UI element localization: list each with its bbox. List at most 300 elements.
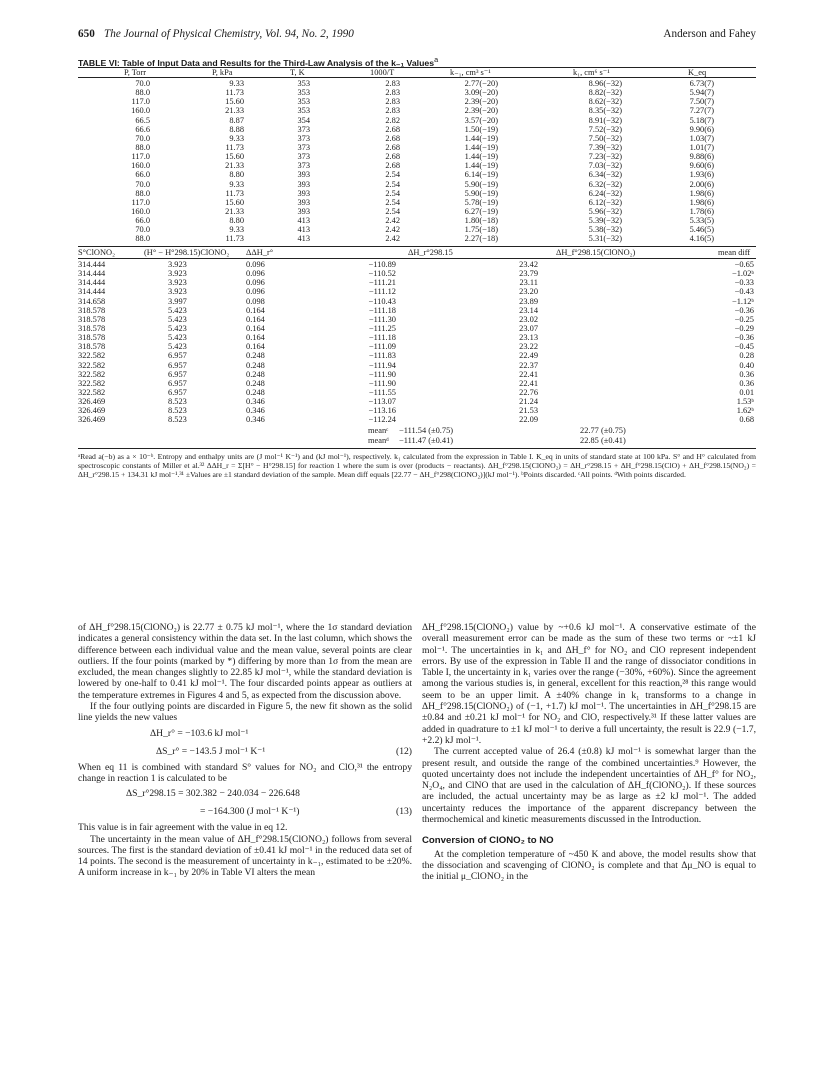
table-cell: 11.73 <box>225 188 244 198</box>
table-cell: 2.68 <box>385 152 400 162</box>
table-cell: 6.73(7) <box>689 79 714 88</box>
table-cell: 318.578 <box>78 333 106 343</box>
column-header: ΔH_f°298.15(ClONO₂) <box>556 248 636 257</box>
table-cell: 15.60 <box>225 197 244 207</box>
left-paragraph-2: If the four outlying points are discarded in Figure 5, the new fit shown as the solid line yields the new values <box>78 701 412 724</box>
equation-13a <box>78 786 412 802</box>
table2-row <box>78 361 756 370</box>
table1-row <box>78 234 756 243</box>
table-cell: 160.0 <box>131 206 150 216</box>
table-cell: 21.33 <box>225 206 244 216</box>
right-paragraph-3: At the completion temperature of ~450 K and above, the model results show that the dissociation and scavenging of ClONO₂ is complete and that Δμ_NO is equal to the initial μ_ClONO₂ in the <box>422 848 756 883</box>
table-cell: 6.957 <box>168 378 187 388</box>
table-cell: 117.0 <box>131 152 150 162</box>
table-cell: 22.49 <box>519 351 538 361</box>
table2-row <box>78 406 756 415</box>
table-cell: 2.00(6) <box>689 179 714 189</box>
column-header: S°ClONO₂ <box>78 248 115 257</box>
table-cell: 88.0 <box>135 142 150 152</box>
right-column <box>422 622 756 883</box>
table1-header-rule <box>78 77 756 78</box>
table-caption-mark: a <box>434 55 439 64</box>
table-cell: 23.22 <box>519 342 538 352</box>
table-cell: 373 <box>297 133 310 143</box>
table-cell: 2.54 <box>385 188 400 198</box>
table-cell: −111.83 <box>368 351 396 361</box>
table-cell: 322.582 <box>78 369 106 379</box>
table-cell: −111.94 <box>368 360 396 370</box>
table-cell: 5.90(−19) <box>464 179 498 189</box>
table-cell: 0.164 <box>246 323 265 333</box>
table2-row <box>78 351 756 360</box>
table-cell: 1.53ᵇ <box>736 397 754 407</box>
table-cell: 373 <box>297 152 310 162</box>
table1-header <box>78 68 756 77</box>
page-number: 650 <box>78 28 95 40</box>
table-cell: 353 <box>297 97 310 107</box>
table-cell: 2.39(−20) <box>464 97 498 107</box>
table-cell: 5.423 <box>168 314 187 324</box>
column-header: (H° − H°298.15)ClONO₂ <box>144 248 230 257</box>
table-cell: −111.09 <box>368 342 396 352</box>
column-header: T, K <box>290 68 305 77</box>
equation-13-text: = −164.300 (J mol⁻¹ K⁻¹) <box>200 806 300 818</box>
equation-12 <box>78 744 412 760</box>
table1-row <box>78 125 756 134</box>
table-cell: 160.0 <box>131 161 150 171</box>
table-cell: 6.24(−32) <box>588 188 622 198</box>
table-cell: 5.423 <box>168 305 187 315</box>
left-paragraph-3: When eq 11 is combined with standard S° values for NO₂ and ClO,³¹ the entropy change in reaction 1 is calculated to be <box>78 761 412 784</box>
table-cell: 393 <box>297 197 310 207</box>
column-header: ΔH_r°298.15 <box>408 248 453 257</box>
table-cell: 322.582 <box>78 360 106 370</box>
table2-header <box>78 248 756 257</box>
mean-c-dhr: −111.54 (±0.75) <box>399 426 454 435</box>
table2-row <box>78 333 756 342</box>
table-cell: 0.096 <box>246 278 265 288</box>
table-cell: 3.923 <box>168 278 187 288</box>
table-bottom-rule <box>78 448 756 449</box>
table-cell: −110.43 <box>368 296 396 306</box>
table-cell: 1.78(6) <box>689 206 714 216</box>
table-cell: 8.35(−32) <box>588 106 622 116</box>
table-cell: −113.16 <box>368 406 396 416</box>
table1-row <box>78 79 756 88</box>
table-cell: 0.248 <box>246 360 265 370</box>
table-cell: 326.469 <box>78 397 106 407</box>
table-cell: 0.096 <box>246 287 265 297</box>
table-cell: 1.01(7) <box>689 142 714 152</box>
table-cell: 393 <box>297 170 310 180</box>
table-cell: −110.89 <box>368 260 396 269</box>
table-cell: 22.09 <box>519 415 538 425</box>
table-cell: 2.54 <box>385 179 400 189</box>
table-cell: −111.12 <box>368 287 396 297</box>
table-cell: 6.957 <box>168 360 187 370</box>
table-cell: −111.25 <box>368 323 396 333</box>
table-cell: 11.73 <box>225 142 244 152</box>
table-cell: 3.57(−20) <box>464 115 498 125</box>
table-cell: 5.33(5) <box>689 216 714 226</box>
table-cell: 23.14 <box>519 305 538 315</box>
table-cell: −1.02ᵇ <box>732 269 754 279</box>
table-cell: 314.444 <box>78 287 106 297</box>
table-cell: 0.098 <box>246 296 265 306</box>
left-paragraph-1: of ΔH_f°298.15(ClONO₂) is 22.77 ± 0.75 kJ mol⁻¹, where the 1σ standard deviation indicates a general consistency within the data set. In the last column, which shows the difference between each individual value and the mean value, several points are clear outliers. If the four points (marked by *) differing by more than 1σ from the mean are excluded, the mean changes slightly to 22.85 kJ mol⁻¹, while the standard deviation is lowered by one-half to 0.41 kJ mol⁻¹. The four discarded points appear as outliers at the temperature extremes in Figures 4 and 5, as expected from the discussion above. <box>78 622 412 701</box>
table-cell: −111.21 <box>368 278 396 288</box>
table-cell: 21.33 <box>225 106 244 116</box>
table1-row <box>78 180 756 189</box>
table-cell: −111.18 <box>368 333 396 343</box>
table-cell: 5.18(7) <box>689 115 714 125</box>
table-cell: 66.0 <box>135 170 150 180</box>
table-cell: 0.096 <box>246 269 265 279</box>
table2-mean-d <box>78 436 756 445</box>
table-cell: 2.82 <box>385 115 400 125</box>
table-cell: 2.83 <box>385 97 400 107</box>
table-cell: 6.34(−32) <box>588 170 622 180</box>
table-cell: 23.07 <box>519 323 538 333</box>
table-cell: 1.03(7) <box>689 133 714 143</box>
table-cell: 23.42 <box>519 260 538 269</box>
table-cell: 2.83 <box>385 106 400 116</box>
table-cell: 9.60(6) <box>689 161 714 171</box>
table-cell: 66.6 <box>135 124 150 134</box>
table-cell: 0.28 <box>739 351 754 361</box>
table-cell: 6.957 <box>168 351 187 361</box>
table-cell: 7.52(−32) <box>588 124 622 134</box>
equation-13a-text: ΔS_r°298.15 = 302.382 − 240.034 − 226.648 <box>126 788 300 800</box>
table-cell: 21.53 <box>519 406 538 416</box>
table1-row <box>78 161 756 170</box>
table-cell: 0.36 <box>739 378 754 388</box>
table-cell: 9.33 <box>229 225 244 235</box>
table-label: TABLE VI: <box>78 57 120 68</box>
table-cell: 88.0 <box>135 234 150 244</box>
table2-row <box>78 287 756 296</box>
table-cell: 4.16(5) <box>689 234 714 244</box>
mean-c-label: meanᶜ <box>368 426 389 435</box>
table-cell: 2.83 <box>385 88 400 98</box>
table-cell: 2.54 <box>385 170 400 180</box>
table-cell: 2.83 <box>385 79 400 88</box>
table-cell: 2.27(−18) <box>464 234 498 244</box>
table-cell: 6.32(−32) <box>588 179 622 189</box>
table-cell: 6.27(−19) <box>464 206 498 216</box>
table-cell: 70.0 <box>135 225 150 235</box>
column-header: K_eq <box>688 68 707 77</box>
table1-row <box>78 88 756 97</box>
table-cell: 1.50(−19) <box>464 124 498 134</box>
page-header <box>78 28 756 46</box>
table-cell: 66.0 <box>135 216 150 226</box>
running-authors: Anderson and Fahey <box>663 28 756 40</box>
table-cell: −111.30 <box>368 314 396 324</box>
table-cell: −0.36 <box>734 333 754 343</box>
table-cell: 70.0 <box>135 179 150 189</box>
table-cell: 1.75(−18) <box>464 225 498 235</box>
table-cell: 0.346 <box>246 397 265 407</box>
table-cell: 393 <box>297 179 310 189</box>
table-cell: 2.68 <box>385 142 400 152</box>
table-cell: 70.0 <box>135 133 150 143</box>
table-cell: 318.578 <box>78 314 106 324</box>
table-cell: 1.44(−19) <box>464 142 498 152</box>
table1-bottom-rule <box>78 246 756 247</box>
mean-d-label: meanᵈ <box>368 436 389 445</box>
table-cell: 322.582 <box>78 387 106 397</box>
table-cell: 7.23(−32) <box>588 152 622 162</box>
table-cell: 7.39(−32) <box>588 142 622 152</box>
table1-body <box>78 79 756 244</box>
column-header: P, kPa <box>212 68 233 77</box>
table-cell: 318.578 <box>78 323 106 333</box>
table-cell: 314.444 <box>78 260 106 269</box>
table1-row <box>78 216 756 225</box>
equation-dhr-text: ΔH_r° = −103.6 kJ mol⁻¹ <box>150 727 249 739</box>
table-cell: −0.25 <box>734 314 754 324</box>
table-cell: 23.20 <box>519 287 538 297</box>
table-cell: 318.578 <box>78 342 106 352</box>
mean-c-dhf: 22.77 (±0.75) <box>580 426 626 435</box>
left-paragraph-5: The uncertainty in the mean value of ΔH_f°298.15(ClONO₂) follows from several sources. The first is the standard deviation of ±0.41 kJ mol⁻¹ in the reduced data set of 14 points. The second is the measurement of uncertainty in k₋₁, estimated to be ±20%. A uniform increase in k₋₁ by 20% in Table VI alters the mean <box>78 833 412 879</box>
left-paragraph-4: This value is in fair agreement with the value in eq 12. <box>78 822 288 834</box>
table-cell: 5.90(−19) <box>464 188 498 198</box>
table-cell: 8.88 <box>229 124 244 134</box>
mean-d-dhr: −111.47 (±0.41) <box>399 436 454 445</box>
table-cell: 0.346 <box>246 415 265 425</box>
table-cell: 5.38(−32) <box>588 225 622 235</box>
equation-13 <box>78 804 412 820</box>
equation-dhr <box>78 726 412 742</box>
table-cell: 6.957 <box>168 387 187 397</box>
table-cell: 0.40 <box>739 360 754 370</box>
table-cell: 23.89 <box>519 296 538 306</box>
table2-row <box>78 278 756 287</box>
table-cell: 1.98(6) <box>689 197 714 207</box>
table-cell: 413 <box>297 225 310 235</box>
table-cell: 88.0 <box>135 88 150 98</box>
table2-row <box>78 379 756 388</box>
table-cell: 0.248 <box>246 378 265 388</box>
table2-row <box>78 269 756 278</box>
table-cell: 0.346 <box>246 406 265 416</box>
table-cell: 393 <box>297 206 310 216</box>
table-cell: 7.50(7) <box>689 97 714 107</box>
table-cell: 5.423 <box>168 323 187 333</box>
right-paragraph-1: ΔH_f°298.15(ClONO₂) value by ~+0.6 kJ mol⁻¹. A conservative estimate of the overall measurement error can be made as the sum of these two terms or ~±1 kJ mol⁻¹. The uncertainties in k₁ and ΔH_f° for NO₂ and ClO represent independent errors. By use of the expression in Table II and the range of dissociator conditions in Table I, the uncertainty in k₁ varies over the range (−30%, +60%). Since the agreement among the various studies is, in general, excellent for this reaction,²⁸ this range would seem to be an upper limit. A ±40% change in k₁ transforms to a change in ΔH_f°298.15(ClONO₂) of (−1, +1.7) kJ mol⁻¹. The uncertainties in ΔH_f°298.15 are ±0.84 and ±0.21 kJ mol⁻¹ for NO₂ and ClO, respectively.³¹ If these latter values are added in quadrature to ±1 kJ mol⁻¹ to derive a full uncertainty, the result is 22.9 (−1.7, +2.2) kJ mol⁻¹. <box>422 622 756 746</box>
table-header-row <box>78 248 756 257</box>
table-cell: 6.14(−19) <box>464 170 498 180</box>
table-cell: 8.87 <box>229 115 244 125</box>
table-cell: 318.578 <box>78 305 106 315</box>
table1-row <box>78 152 756 161</box>
table-cell: 373 <box>297 161 310 171</box>
column-header: ΔΔH_r° <box>246 248 274 257</box>
table-cell: −111.90 <box>368 369 396 379</box>
left-column <box>78 622 412 879</box>
table-cell: 0.248 <box>246 369 265 379</box>
table-cell: 0.096 <box>246 260 265 269</box>
table-cell: 3.923 <box>168 260 187 269</box>
table-cell: 0.164 <box>246 314 265 324</box>
table-cell: 5.31(−32) <box>588 234 622 244</box>
table-footnote: ᵃRead a(−b) as a × 10⁻ᵇ. Entropy and enthalpy units are (J mol⁻¹ K⁻¹) and (kJ mol⁻¹), respectively. k₁ calculated from the expression in Table I. K_eq in units of standard state at 100 kPa. S° and H° calculated from spectroscopic constants of Miller et al.³² ΔΔH_r = Σ[H° − H°298.15] for reaction 1 where the sum is over (products − reactants). ΔH_f°298.15(ClONO₂) = ΔH_r°298.15 + ΔH_f°298.15(ClO) + ΔH_f°298.15(NO₂) = ΔH_r°298.15 + 134.31 kJ mol⁻¹.³¹ ±Values are ±1 standard deviation of the sample. Mean diff equals [22.77 − ΔH_f°298(ClONO₂)](kJ mol⁻¹). ᵇPoints discarded. ᶜAll points. ᵈWith points discarded. <box>78 452 756 480</box>
equation-12-text: ΔS_r° = −143.5 J mol⁻¹ K⁻¹ <box>156 745 266 757</box>
table-cell: 2.54 <box>385 197 400 207</box>
table-cell: 11.73 <box>225 88 244 98</box>
table-cell: 7.27(7) <box>689 106 714 116</box>
table-cell: 2.42 <box>385 234 400 244</box>
table-cell: 2.68 <box>385 124 400 134</box>
section-heading: Conversion of ClONO₂ to NO <box>422 835 554 847</box>
table-cell: 22.37 <box>519 360 538 370</box>
table-cell: 322.582 <box>78 351 106 361</box>
table-cell: −1.12ᵇ <box>732 296 754 306</box>
table-cell: 5.46(5) <box>689 225 714 235</box>
table-cell: 353 <box>297 88 310 98</box>
table-cell: 7.03(−32) <box>588 161 622 171</box>
table-cell: 3.923 <box>168 287 187 297</box>
table2-mean-c <box>78 426 756 435</box>
table-cell: 8.80 <box>229 216 244 226</box>
table-cell: 353 <box>297 79 310 88</box>
table-cell: 23.02 <box>519 314 538 324</box>
table-cell: 373 <box>297 142 310 152</box>
table-cell: −0.65 <box>734 260 754 269</box>
table-cell: 160.0 <box>131 106 150 116</box>
column-header: P, Torr <box>124 68 147 77</box>
table-cell: 314.444 <box>78 278 106 288</box>
table-cell: 314.444 <box>78 269 106 279</box>
table-header-row <box>78 68 756 77</box>
table2-row <box>78 306 756 315</box>
table-cell: 0.68 <box>739 415 754 425</box>
table-cell: 5.94(7) <box>689 88 714 98</box>
table2-header-rule <box>78 258 756 259</box>
table-cell: 1.62ᵇ <box>736 406 754 416</box>
table-cell: 9.88(6) <box>689 152 714 162</box>
table-cell: 11.73 <box>225 234 244 244</box>
column-header: 1000/T <box>370 68 395 77</box>
equation-12-number: (12) <box>396 745 412 757</box>
table-cell: 7.50(−32) <box>588 133 622 143</box>
table-cell: 5.423 <box>168 342 187 352</box>
table-cell: 22.41 <box>519 369 538 379</box>
table-cell: 6.957 <box>168 369 187 379</box>
table-cell: 354 <box>297 115 310 125</box>
table-cell: 8.523 <box>168 406 187 416</box>
table-cell: 0.164 <box>246 305 265 315</box>
table-caption: Table of Input Data and Results for the Third-Law Analysis of the k₋₁ Values <box>122 57 435 68</box>
table-cell: 15.60 <box>225 152 244 162</box>
table-cell: −0.36 <box>734 305 754 315</box>
table1-row <box>78 207 756 216</box>
table-cell: 21.24 <box>519 397 538 407</box>
equation-13-number: (13) <box>396 806 412 818</box>
table1-row <box>78 170 756 179</box>
table-cell: 0.36 <box>739 369 754 379</box>
table-cell: 5.96(−32) <box>588 206 622 216</box>
table-cell: 8.62(−32) <box>588 97 622 107</box>
table-cell: 6.12(−32) <box>588 197 622 207</box>
table-cell: 8.96(−32) <box>588 79 622 88</box>
table-cell: 2.68 <box>385 161 400 171</box>
table-cell: 70.0 <box>135 79 150 88</box>
table-cell: 21.33 <box>225 161 244 171</box>
table-cell: 2.42 <box>385 216 400 226</box>
table1-row <box>78 116 756 125</box>
table-cell: 2.77(−20) <box>464 79 498 88</box>
table-cell: 3.997 <box>168 296 187 306</box>
table1-row <box>78 97 756 106</box>
table-cell: −0.45 <box>734 342 754 352</box>
table-cell: 1.93(6) <box>689 170 714 180</box>
table-cell: 8.80 <box>229 170 244 180</box>
table2-row <box>78 260 756 269</box>
table-cell: 2.54 <box>385 206 400 216</box>
table-cell: 413 <box>297 216 310 226</box>
table-cell: 2.68 <box>385 133 400 143</box>
table-cell: 0.01 <box>739 387 754 397</box>
table-cell: 0.248 <box>246 387 265 397</box>
table-cell: 2.42 <box>385 225 400 235</box>
table-cell: 8.523 <box>168 397 187 407</box>
table1-row <box>78 198 756 207</box>
table-cell: 2.39(−20) <box>464 106 498 116</box>
table-cell: 326.469 <box>78 415 106 425</box>
table-cell: −111.18 <box>368 305 396 315</box>
table-cell: 8.91(−32) <box>588 115 622 125</box>
table-cell: −111.90 <box>368 378 396 388</box>
table-cell: 15.60 <box>225 97 244 107</box>
table-cell: −112.24 <box>368 415 396 425</box>
table-cell: 9.90(6) <box>689 124 714 134</box>
table-cell: 9.33 <box>229 179 244 189</box>
table2-row <box>78 415 756 424</box>
table-cell: 22.41 <box>519 378 538 388</box>
table-cell: 1.44(−19) <box>464 152 498 162</box>
table-cell: 0.164 <box>246 333 265 343</box>
table2-body <box>78 260 756 425</box>
table2-row <box>78 315 756 324</box>
table-cell: 5.39(−32) <box>588 216 622 226</box>
table-cell: 3.09(−20) <box>464 88 498 98</box>
table1-row <box>78 143 756 152</box>
table1-row <box>78 106 756 115</box>
mean-d-dhf: 22.85 (±0.41) <box>580 436 626 445</box>
column-header: mean diff <box>718 248 751 257</box>
table-cell: 22.76 <box>519 387 538 397</box>
table2-row <box>78 388 756 397</box>
table-cell: 117.0 <box>131 97 150 107</box>
table-cell: 66.5 <box>135 115 150 125</box>
table-cell: −110.52 <box>368 269 396 279</box>
table2-row <box>78 324 756 333</box>
table-cell: 326.469 <box>78 406 106 416</box>
column-header: k₋₁, cm³ s⁻¹ <box>450 68 491 77</box>
table-cell: 9.33 <box>229 133 244 143</box>
table-cell: −0.33 <box>734 278 754 288</box>
table-cell: 23.79 <box>519 269 538 279</box>
table-cell: 413 <box>297 234 310 244</box>
table2-row <box>78 297 756 306</box>
table-cell: −0.43 <box>734 287 754 297</box>
table-cell: 5.78(−19) <box>464 197 498 207</box>
table2-row <box>78 370 756 379</box>
table-cell: 393 <box>297 188 310 198</box>
